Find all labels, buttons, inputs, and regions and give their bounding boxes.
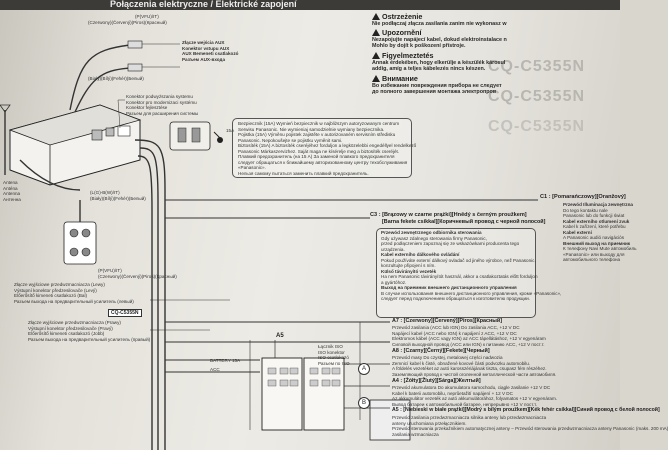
- preout-right-line: Výstupní konektor předzesilovače (Pravý): [28, 325, 113, 331]
- iso-line: ISO konektor: [318, 349, 345, 355]
- c3-line: Gdy używasz zdalnego sterowania firmy Panasonic,: [381, 235, 487, 241]
- c1-line: Panasonic lub do funkcji świat: [563, 213, 625, 218]
- a5-title: A5 : [Niebieski w białe prążki][Modrý s bílým proužkem][Kék fehér csíkkal][Синий провод с белой полосой]: [392, 407, 660, 413]
- warning-icon: [372, 52, 380, 59]
- a7-line: Napájecí kabel (ACC nebo IGN) k napájení z ACC, +12 V DC: [392, 330, 517, 336]
- c1-line: К телефону Navi Mute автомобиль: [563, 246, 637, 251]
- preout-right-line: Előerősítő kimeneti csatlakozó (Jobb): [28, 331, 105, 336]
- a8-title: A8 : [Czarny][Černý][Fekete][Черный]: [392, 348, 490, 354]
- battery-tag: BATTERY 15A: [210, 358, 241, 363]
- rca-left-tag: (L(G)-B(W)/IT): [90, 190, 120, 195]
- iso-connector-labels: [318, 344, 350, 366]
- c1-line: Kabel externí: [563, 229, 592, 235]
- aux-colors-2: (Biały)(Bílý)(Fehér)(Белый): [88, 76, 144, 81]
- a4-line: Az akkumulátor vezeték az autó akkumulátorához, folyamatos +12 V egyenáram.: [392, 396, 558, 401]
- warning-hu: [372, 51, 505, 72]
- c1-title: C1 : [Pomarańczowy][Oranžový]: [540, 194, 626, 200]
- fuse-tag: 15A: [226, 128, 235, 133]
- fuse-line: Плавкий предохранитель (на 15 А) За заменой плавкого предохранителя: [238, 154, 395, 159]
- c3-line: Pokud používáte externí dálkový ovladač od jiného výrobce, než Panasonic,: [381, 257, 536, 263]
- warning-body-line: Mohlo by dojít k poškození přístroje.: [372, 43, 466, 49]
- c3-line: Kabel externího dálkového ovládání: [381, 252, 460, 257]
- antenna-labels: [3, 180, 21, 202]
- warning-pl: [372, 12, 507, 27]
- fuse-line: Panasonic Márkaszervizhez. Saját maga ne kísérelje meg a biztosíték cseréjét.: [238, 148, 400, 154]
- system-connector-line: Разъем для расширения системы: [126, 110, 199, 116]
- preout-right-labels: [28, 320, 150, 342]
- warning-body-line: Nezapojujte napájecí kabel, dokud elektroinstalace n: [372, 37, 507, 43]
- fuse-line: Pojistka (15A) Výměnu pojistek zajistěte v autorizovaném servisním středisku: [238, 132, 396, 137]
- aux-line: AUX Bemeneti csatlakozó: [182, 51, 239, 56]
- c3-line: a gyártóhoz.: [381, 279, 407, 285]
- a5-line: Przewód sterowania przekaźnikiem automatycznej anteny – Przewód sterowania przedwzmacniacza anteny Panasonic (maks. 200 mA): [392, 426, 668, 431]
- preout-right-line: Разъем выхода на предварительный усилитель (правый): [28, 336, 151, 342]
- c3-line: следует перед подключением обращаться к изготовителю продукции.: [381, 296, 530, 301]
- a5-line: anteny uruchomiana przełącznikiem.: [392, 420, 467, 426]
- warning-icon: [372, 13, 380, 20]
- a7-lines: [392, 325, 546, 347]
- a8-lines: [392, 355, 556, 377]
- fuse-line: Нельзя самому пытаться заменить плавкий предохранитель.: [238, 170, 369, 176]
- rca-right-colors: (Czerwony)(Červený)(Piros)(Красный): [98, 274, 177, 279]
- rca-left-colors: (Biały)(Bílý)(Fehér)(Белый): [90, 196, 146, 201]
- aux-line: Разъем AUX-входа: [182, 56, 226, 62]
- system-connector-line: Konektor podwyższania systemu: [126, 94, 193, 99]
- ghost-model-1: CQ-C5355N: [488, 58, 586, 75]
- c3-lines: [381, 230, 561, 302]
- warning-body-line: addig, amíg a teljes kábelezés nincs készen.: [372, 66, 486, 72]
- c1-line: «Panasonic» или выходу для: [563, 251, 625, 257]
- antenna-label: Antena: [3, 180, 18, 185]
- a7-line: Przewód zasilania (ACC lub IGN) Do zasilania ACC, +12 V DC: [392, 325, 520, 330]
- preout-right-line: Złącze wyjściowe przedwzmacniacza (Prawy): [28, 320, 121, 325]
- system-connector-line: Konektor pro modernizaci systému: [126, 99, 197, 105]
- warning-body-line: Во избежание повреждения прибора не следует: [372, 83, 502, 89]
- page-title: Połączenia elektryczne / Elektrické zapojení: [110, 0, 297, 9]
- rca-right-tag: (P(VFU)/IT): [98, 268, 122, 273]
- fuse-line: Panasonic. Nepokoušejte se pojistku vyměnit sami.: [238, 137, 343, 143]
- ghost-model-2: CQ-C5355N: [488, 88, 586, 105]
- c1-line: Do tego kontaktu nale: [563, 207, 608, 213]
- a5-lines: [392, 415, 668, 437]
- system-connector-line: Konektor fejlesztése: [126, 105, 168, 110]
- a7-line: Силовой выходной провод (ACC или IGN) к питанию ACC, +12 V пост.т.: [392, 341, 545, 347]
- a4-lines: [392, 385, 557, 407]
- connector-b-marker: B: [358, 397, 370, 409]
- iso-line: ISO csatlakozó: [318, 355, 349, 360]
- warning-title: Внимание: [382, 74, 418, 83]
- a8-line: Заземляющий провод к чистой оголенной металлической части автомобиля.: [392, 371, 557, 377]
- a8-line: A földelés vezetéket az autó karosszériájának tiszta, csupasz fém részéhez.: [392, 366, 547, 371]
- preout-left-line: Złącze wyjściowe przedwzmacniacza (Lewy): [14, 282, 105, 287]
- fuse-line: следует обращаться к ближайшему авторизованному центру техобслуживания: [238, 159, 408, 165]
- c1-line: A Panasonic audió navigációs: [563, 235, 625, 240]
- fuse-line: Biztosíték (15A) A biztosíték cseréjéhez forduljon a legközelebbi engedéllyel rendelkező: [238, 143, 417, 148]
- a4-line: Przewód akumulatora Do akumulatora samochodu, ciągle zasilanie +12 V DC: [392, 385, 551, 390]
- a4-line: Kabel k baterii automobilu, neprůetažití napájení + 12 V DC: [392, 390, 513, 396]
- connector-a-marker: A: [358, 363, 370, 375]
- c3-subtitle: [Barna fekete csíkkal][Коричневый провод с черной полосой]: [382, 219, 546, 225]
- antenna-label: Антенна: [3, 196, 21, 202]
- c3-line: В случае использования внешнего дистанционного управления, кроме «Panasonic»,: [381, 290, 562, 296]
- warning-title: Ostrzeżenie: [382, 12, 423, 21]
- aux-line: Konektor vstupu AUX: [182, 45, 230, 51]
- fuse-info: [238, 121, 416, 176]
- a8-line: Przewód masy Do czystej, metalowej części nadwozia: [392, 355, 503, 360]
- warning-cz: [372, 28, 507, 49]
- preout-left-labels: [14, 282, 134, 304]
- a5-line: zasilania wzmacniacza: [392, 431, 439, 437]
- c3-title: C3 : [Brązowy w czarne prążki][Hnědý s černým proužkem]: [370, 212, 527, 218]
- ghost-model-3: CQ-C5355N: [488, 118, 586, 135]
- c1-line: Kabel externího otlumení zvuk: [563, 218, 630, 224]
- warning-icon: [372, 75, 380, 82]
- antenna-label: Anténa: [3, 185, 18, 191]
- aux-colors: (Czerwony)(Červený)(Piros)(Красный): [88, 20, 167, 25]
- aux-input-labels: [182, 40, 238, 62]
- warning-icon: [372, 29, 380, 36]
- c3-line: Выход на приемник внешнего дистанционного управления: [381, 285, 517, 290]
- c3-line: urządzenia.: [381, 246, 405, 252]
- a5-line: Przewód zasilania przedwzmacniacza silnika anteny lub przedwzmacniacza: [392, 415, 547, 420]
- acc-tag: ACC: [210, 367, 220, 372]
- iso-line: Łącznik ISO: [318, 344, 343, 349]
- warning-ru: [372, 74, 502, 95]
- fuse-line: Bezpiecznik (15A) Wymień bezpiecznik w najbliższym autoryzowanym centrum: [238, 121, 400, 126]
- a7-line: Elektromos kábel (ACC vagy IGN) az ACC tápellátáshoz, +12 V egyenáram: [392, 336, 546, 341]
- a5-marker: A5: [276, 333, 284, 339]
- fuse-line: «Panasonic».: [238, 165, 266, 170]
- a8-line: Zemnicí kabel k čisté, obnažené kovové části podvozku automobilu.: [392, 360, 531, 366]
- preout-left-line: Előerősítő kimeneti csatlakozó (Bal): [14, 293, 88, 298]
- a4-title: A4 : [Żółty][Žlutý][Sárga][Желтый]: [392, 378, 481, 384]
- a4-line: Вывод батареи к автомобильной батарее, непрерывно +12 V пост.т.: [392, 401, 538, 407]
- warning-body-line: до полного завершения монтажа электропров: [372, 89, 497, 95]
- aux-line: Złącze wejścia AUX: [182, 40, 225, 45]
- antenna-label: Antenna: [3, 191, 21, 196]
- c3-line: Przewód zewnętrznego odbiornika sterowania: [381, 230, 482, 235]
- warning-title: Figyelmeztetés: [382, 51, 434, 60]
- c3-line: przed podłączeniem zapoznaj się ze wskazówkami producenta tego: [381, 241, 520, 246]
- aux-tag: (P(VFU)/IT): [135, 14, 159, 19]
- a7-title: A7 : [Czerwony][Červený][Piros][Красный]: [392, 318, 503, 324]
- c3-line: konzultujte připojení s ním.: [381, 263, 436, 268]
- iso-line: Разъем по ISO: [318, 360, 350, 366]
- preout-left-line: Разъем выхода на предварительный усилитель (левый): [14, 298, 134, 304]
- c1-line: Внешний выход на приемник: [563, 240, 631, 246]
- c3-line: Ha nem Panasonic távirányítót használ, akkor a csatlakoztatás előtt forduljon: [381, 274, 538, 279]
- c1-line: Kabel k zařízení, které potřebu: [563, 224, 626, 229]
- c3-line: Külső távirányító vezeték: [381, 268, 437, 274]
- c1-lines: [563, 202, 637, 263]
- system-connector-labels: [126, 94, 198, 116]
- fuse-line: Serwisu Panasonic. Nie wymieniaj samodzielnie wymiany bezpiecznika.: [238, 126, 385, 132]
- warning-body: Nie podłączaj złącza zasilania zanim nie wykonasz w: [372, 21, 507, 27]
- preout-left-line: Výstupní konektor předzesilovače (Levý): [14, 287, 97, 293]
- c1-line: автомобильного телефона: [563, 257, 621, 262]
- warning-body-line: Annak érdekében, hogy elkerülje a készülék károsul: [372, 60, 506, 66]
- model-label: CQ-C5355N: [108, 309, 142, 317]
- warning-title: Upozornění: [382, 28, 422, 37]
- c1-line: Przewód Illuminacja zewnętrzna: [563, 202, 633, 207]
